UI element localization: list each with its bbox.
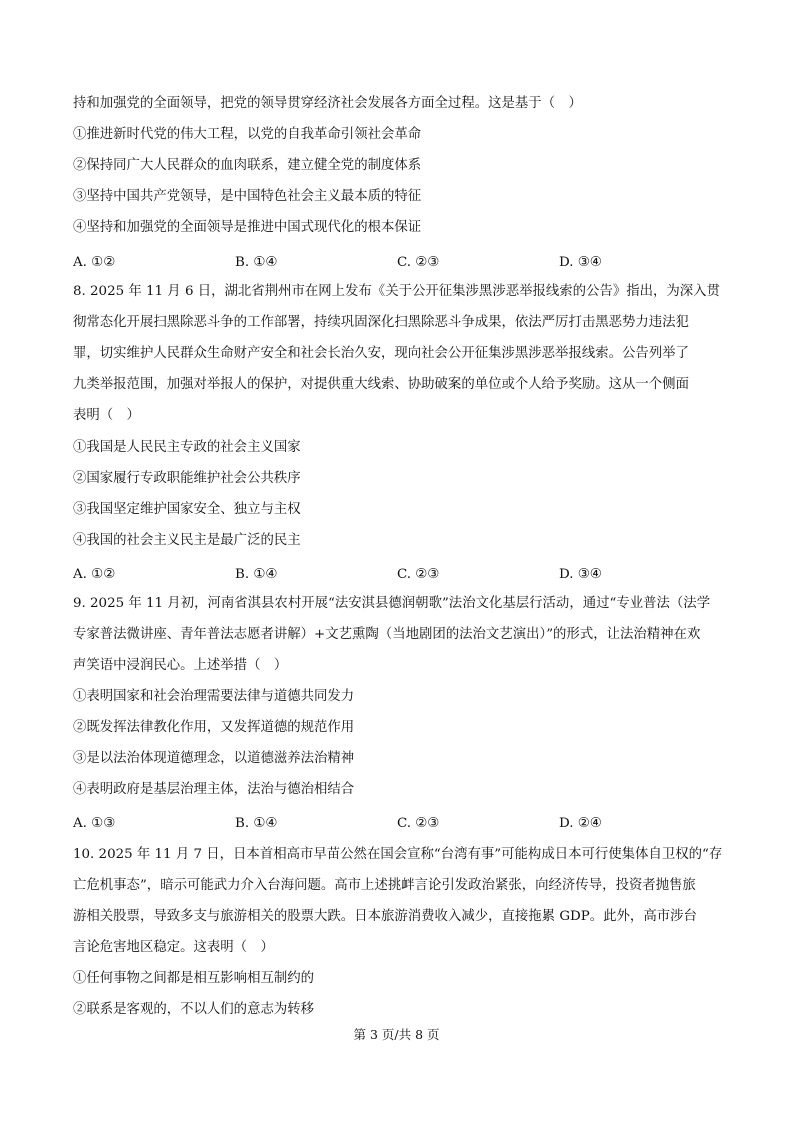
q9-item-1: ①表明国家和社会治理需要法律与道德共同发力 xyxy=(73,689,355,704)
q8-item-3: ③我国坚定维护国家安全、独立与主权 xyxy=(73,502,301,517)
q9-stem-line-2: 专家普法微讲座、青年普法志愿者讲解）+文艺熏陶（当地剧团的法治文艺演出）”的形式，让法治精神在欢 xyxy=(73,627,701,642)
q8-options xyxy=(73,566,733,584)
q8-stem-line-4: 九类举报范围，加强对举报人的保护，对提供重大线索、协助破案的单位或个人给予奖励。这从一个侧面 xyxy=(73,377,689,392)
q9-option-b[interactable]: B. ①④ xyxy=(235,816,278,831)
q7-item-3: ③坚持中国共产党领导，是中国特色社会主义最本质的特征 xyxy=(73,189,422,204)
q8-stem-line-2: 彻常态化开展扫黑除恶斗争的工作部署，持续巩固深化扫黑除恶斗争成果，依法严厉打击黑恶势力违法犯 xyxy=(73,315,689,330)
q8-stem-line-1: 8. 2025 年 11 月 6 日，湖北省荆州市在网上发布《关于公开征集涉黑涉恶举报线索的公告》指出，为深入贯 xyxy=(73,284,720,299)
q8-stem-line-5: 表明（ ） xyxy=(73,408,140,423)
q7-item-4: ④坚持和加强党的全面领导是推进中国式现代化的根本保证 xyxy=(73,220,422,235)
q7-option-a[interactable]: A. ①② xyxy=(73,255,116,270)
q9-item-4: ④表明政府是基层治理主体，法治与德治相结合 xyxy=(73,782,355,797)
q9-options xyxy=(73,815,733,833)
q8-item-1: ①我国是人民民主专政的社会主义国家 xyxy=(73,440,301,455)
q9-stem-line-3: 声笑语中浸润民心。上述举措（ ） xyxy=(73,658,288,673)
q7-option-b[interactable]: B. ①④ xyxy=(235,255,278,270)
q8-option-d[interactable]: D. ③④ xyxy=(559,567,602,582)
q9-stem-line-1: 9. 2025 年 11 月初，河南省淇县农村开展“法安淇县德润朝歌”法治文化基层行活动，通过“专业普法（法学 xyxy=(73,596,711,611)
q9-option-d[interactable]: D. ②④ xyxy=(559,816,602,831)
q9-option-c[interactable]: C. ②③ xyxy=(397,816,440,831)
q9-item-2: ②既发挥法律教化作用，又发挥道德的规范作用 xyxy=(73,720,355,735)
q8-option-c[interactable]: C. ②③ xyxy=(397,567,440,582)
q8-option-b[interactable]: B. ①④ xyxy=(235,567,278,582)
q8-option-a[interactable]: A. ①② xyxy=(73,567,116,582)
q8-stem-line-3: 罪，切实维护人民群众生命财产安全和社会长治久安，现向社会公开征集涉黑涉恶举报线索。公告列举了 xyxy=(73,346,689,361)
q10-stem-line-2: 亡危机事态”，暗示可能武力介入台海问题。高市上述挑衅言论引发政治紧张，向经济传导，投资者抛售旅 xyxy=(73,878,696,893)
q7-option-c[interactable]: C. ②③ xyxy=(397,255,440,270)
q8-item-4: ④我国的社会主义民主是最广泛的民主 xyxy=(73,533,301,548)
q7-item-2: ②保持同广大人民群众的血肉联系，建立健全党的制度体系 xyxy=(73,158,422,173)
q7-options xyxy=(73,254,733,272)
q8-item-2: ②国家履行专政职能维护社会公共秩序 xyxy=(73,471,301,486)
q7-option-d[interactable]: D. ③④ xyxy=(559,255,602,270)
q10-stem-line-1: 10. 2025 年 11 月 7 日，日本首相高市早苗公然在国会宣称“台湾有事”可能构成日本可行使集体自卫权的“存 xyxy=(73,847,723,862)
q9-item-3: ③是以法治体现道德理念，以道德滋养法治精神 xyxy=(73,751,355,766)
q9-option-a[interactable]: A. ①③ xyxy=(73,816,116,831)
q10-item-1: ①任何事物之间都是相互影响相互制约的 xyxy=(73,971,315,986)
q7-item-1: ①推进新时代党的伟大工程，以党的自我革命引领社会革命 xyxy=(73,127,422,142)
q7-stem-tail: 持和加强党的全面领导，把党的领导贯穿经济社会发展各方面全过程。这是基于（ ） xyxy=(73,96,582,111)
q10-stem-line-4: 言论危害地区稳定。这表明（ ） xyxy=(73,940,274,955)
q10-stem-line-3: 游相关股票，导致多支与旅游相关的股票大跌。日本旅游消费收入减少，直接拖累 GDP。此外，高市涉台 xyxy=(73,909,697,924)
page-footer: 第 3 页/共 8 页 xyxy=(353,1027,440,1042)
q10-item-2: ②联系是客观的，不以人们的意志为转移 xyxy=(73,1002,315,1017)
